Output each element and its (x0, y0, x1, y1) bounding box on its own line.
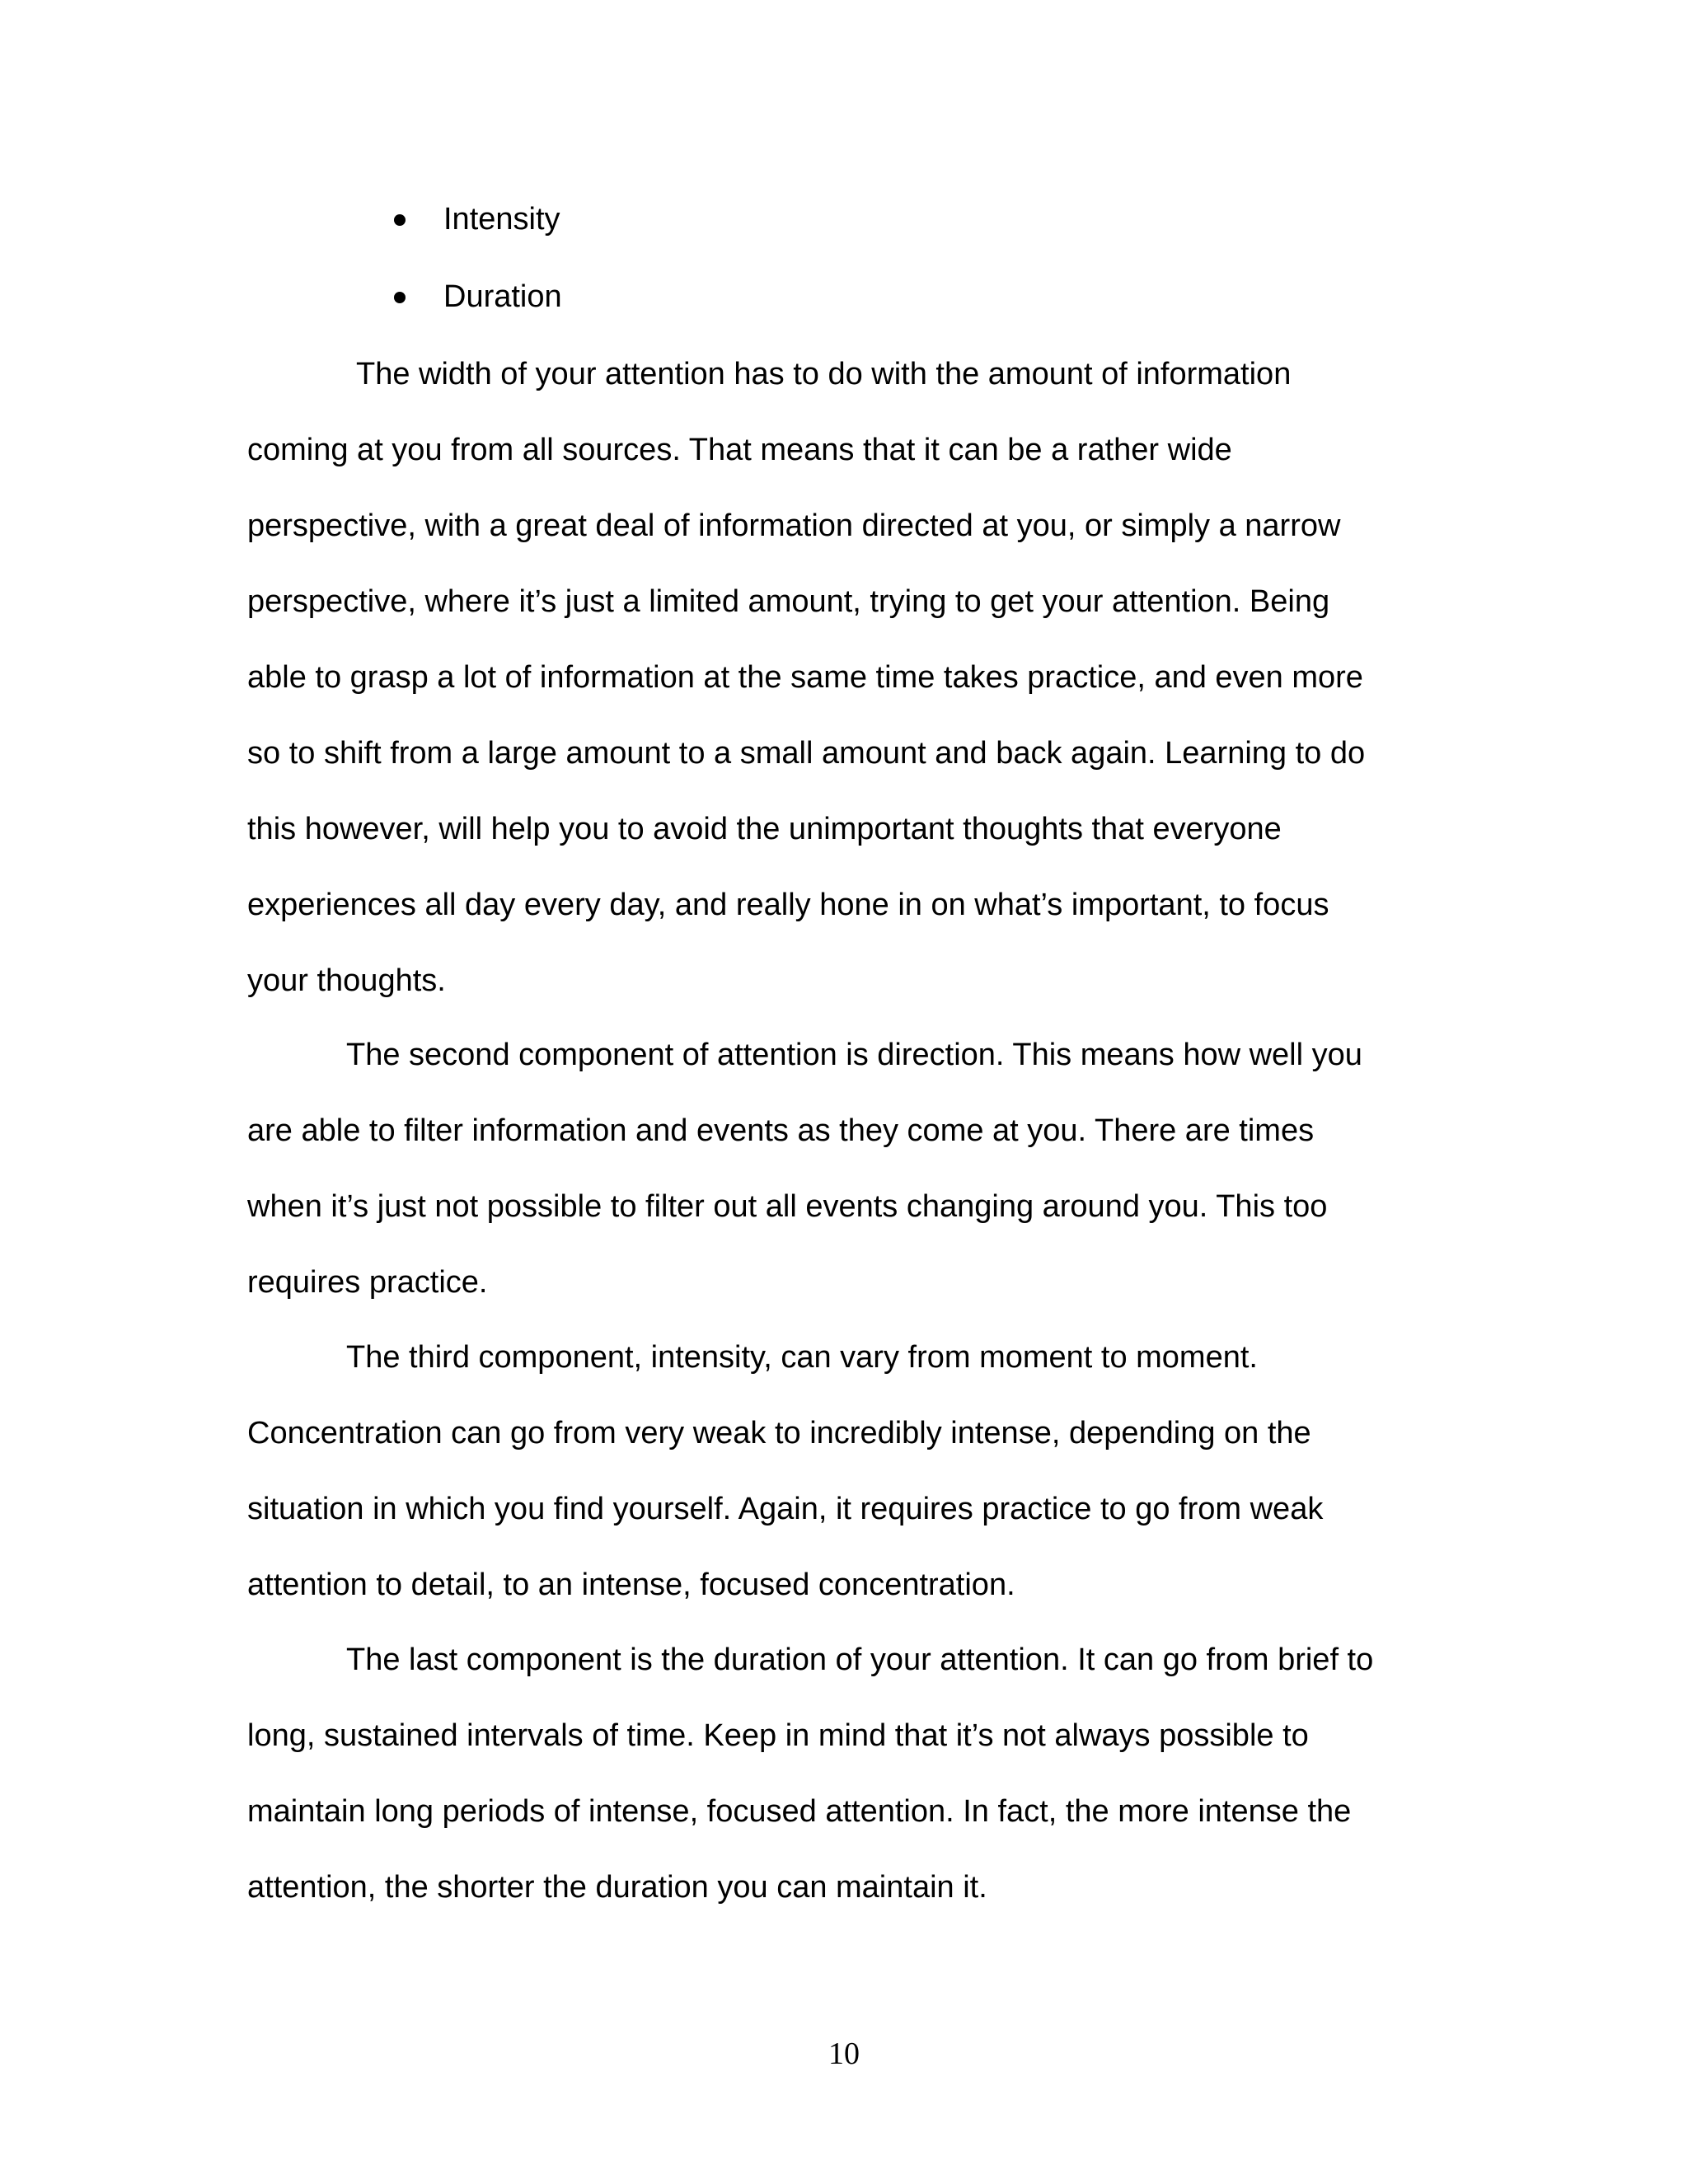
paragraph-line: situation in which you find yourself. Again, it requires practice to go from weak (247, 1492, 1324, 1526)
paragraph-line: perspective, where it’s just a limited amount, trying to get your attention. Being (247, 584, 1330, 619)
paragraph-line: The third component, intensity, can vary from moment to moment. (346, 1340, 1258, 1375)
paragraph-line: The last component is the duration of your attention. It can go from brief to (346, 1643, 1374, 1677)
paragraph-line: this however, will help you to avoid the unimportant thoughts that everyone (247, 812, 1282, 846)
paragraph-line: perspective, with a great deal of information directed at you, or simply a narrow (247, 509, 1341, 543)
paragraph-line: are able to filter information and events as they come at you. There are times (247, 1113, 1315, 1148)
paragraph-line: when it’s just not possible to filter out all events changing around you. This too (247, 1189, 1328, 1224)
paragraph-line: The width of your attention has to do with the amount of information (356, 357, 1292, 391)
paragraph-line: Concentration can go from very weak to incredibly intense, depending on the (247, 1416, 1311, 1451)
paragraph-line: The second component of attention is direction. This means how well you (346, 1038, 1362, 1072)
paragraph-direction (247, 1017, 1438, 1320)
page-number: 10 (828, 2036, 860, 2071)
paragraph-intensity (247, 1319, 1438, 1623)
paragraph-line: requires practice. (247, 1265, 488, 1300)
paragraph-line: so to shift from a large amount to a small amount and back again. Learning to do (247, 736, 1366, 771)
paragraph-width (247, 336, 1438, 1019)
paragraph-line: attention, the shorter the duration you can maintain it. (247, 1870, 987, 1905)
paragraph-line: maintain long periods of intense, focused attention. In fact, the more intense the (247, 1794, 1352, 1829)
paragraph-line: experiences all day every day, and really hone in on what’s important, to focus (247, 888, 1329, 922)
bullet-label: Duration (443, 279, 562, 314)
paragraph-line: coming at you from all sources. That means that it can be a rather wide (247, 433, 1232, 467)
paragraph-line: your thoughts. (247, 963, 446, 998)
paragraph-line: long, sustained intervals of time. Keep in mind that it’s not always possible to (247, 1718, 1309, 1753)
paragraph-line: able to grasp a lot of information at the same time takes practice, and even more (247, 660, 1363, 695)
paragraph-duration (247, 1622, 1438, 1925)
paragraph-line: attention to detail, to an intense, focused concentration. (247, 1568, 1015, 1602)
bullet-icon (394, 292, 406, 303)
bullet-label: Intensity (443, 202, 560, 237)
bullet-icon (394, 214, 406, 226)
